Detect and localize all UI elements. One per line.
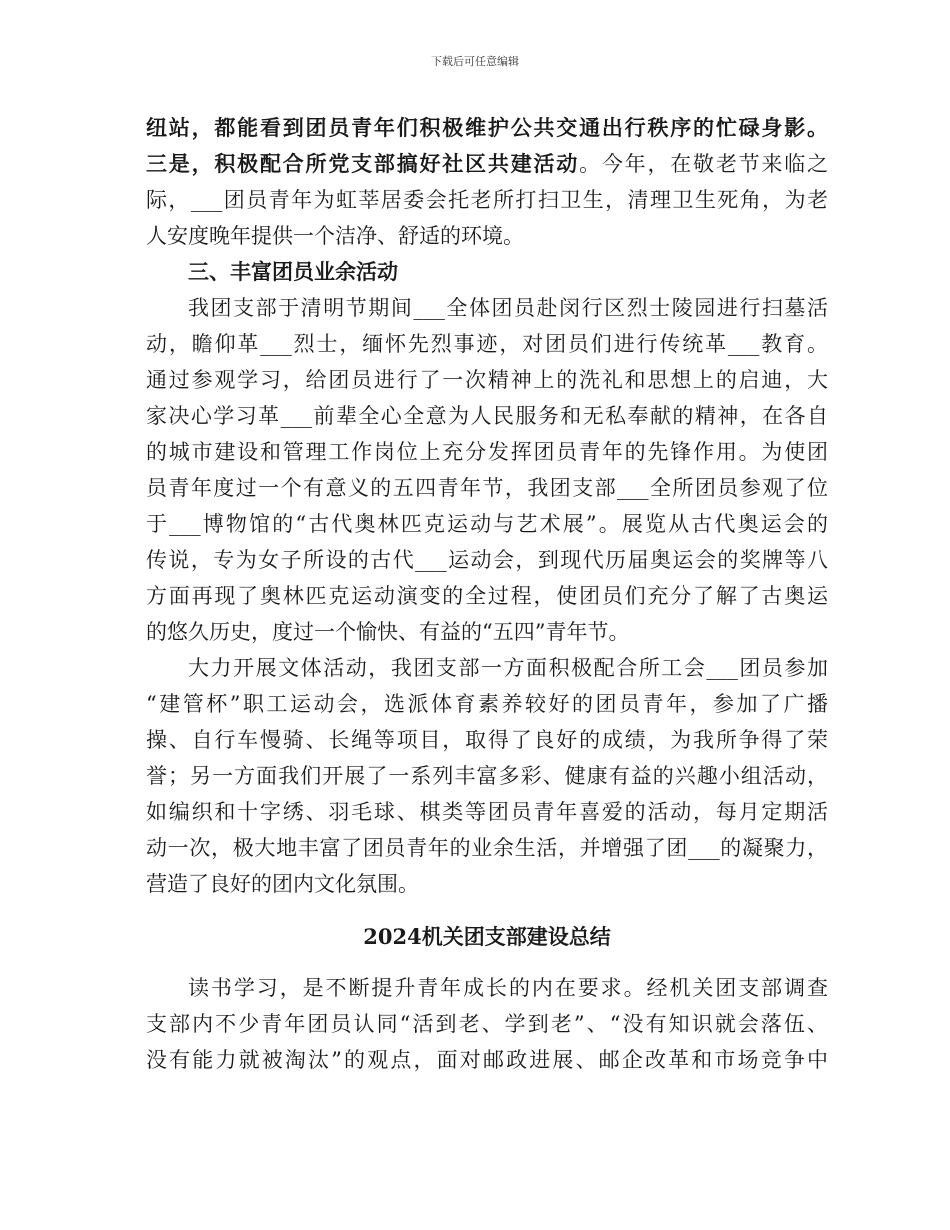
body-line: 动，瞻仰革___烈士，缅怀先烈事迹，对团员们进行传统革___教育。 — [146, 332, 828, 356]
body-line: 纽站，都能看到团员青年们积极维护公共交通出行秩序的忙碌身影。 — [146, 115, 828, 140]
body-line: 方面再现了奥林匹克运动演变的全过程，使团员们充分了解了古奥运 — [146, 584, 828, 608]
body-line: 的悠久历史，度过一个愉快、有益的“五四”青年节。 — [146, 620, 630, 644]
body-line: 誉；另一方面我们开展了一系列丰富多彩、健康有益的兴趣小组活动， — [146, 764, 828, 788]
body-line: 没有能力就被淘汰”的观点，面对邮政进展、邮企改革和市场竞争中 — [146, 1048, 828, 1072]
body-text: 。今年，在敬老节来临之 — [579, 152, 829, 176]
body-line: 传说，专为女子所设的古代___运动会，到现代历届奥运会的奖牌等八 — [146, 548, 828, 572]
body-line: 员青年度过一个有意义的五四青年节，我团支部___全所团员参观了位 — [146, 476, 828, 500]
body-line: 读书学习，是不断提升青年成长的内在要求。经机关团支部调查 — [188, 976, 828, 1000]
body-line: 家决心学习革___前辈全心全意为人民服务和无私奉献的精神，在各自 — [146, 404, 828, 428]
document-body — [146, 110, 828, 1078]
paragraph-1 — [146, 290, 828, 650]
body-line: 通过参观学习，给团员进行了一次精神上的洗礼和思想上的启迪，大 — [146, 368, 828, 392]
body-line: 大力开展文体活动，我团支部一方面积极配合所工会___团员参加 — [188, 656, 828, 680]
body-line: 的城市建设和管理工作岗位上充分发挥团员青年的先锋作用。为使团 — [146, 440, 828, 464]
page-header: 下载后可任意编辑 — [431, 55, 519, 68]
paragraph-2 — [146, 650, 828, 902]
body-line: 营造了良好的团内文化氛围。 — [146, 872, 419, 896]
body-line: 我团支部于清明节期间___全体团员赴闵行区烈士陵园进行扫墓活 — [188, 296, 828, 320]
body-line: 动一次，极大地丰富了团员青年的业余生活，并增强了团___的凝聚力， — [146, 836, 828, 860]
bold-lead-text: 三是，积极配合所党支部搞好社区共建活动 — [146, 151, 580, 176]
paragraph-3 — [146, 970, 828, 1078]
document-title: 2024机关团支部建设总结 — [363, 924, 611, 949]
body-line: 人安度晚年提供一个洁净、舒适的环境。 — [146, 224, 524, 248]
body-line — [146, 146, 828, 182]
body-line: 支部内不少青年团员认同“活到老、学到老”、“没有知识就会落伍、 — [146, 1012, 828, 1036]
body-line: 于___博物馆的“古代奥林匹克运动与艺术展”。展览从古代奥运会的 — [146, 512, 828, 536]
body-line: 如编织和十字绣、羽毛球、棋类等团员青年喜爱的活动，每月定期活 — [146, 800, 828, 824]
body-line: “建管杯”职工运动会，选派体育素养较好的团员青年，参加了广播 — [146, 692, 828, 716]
body-line: 际，___团员青年为虹莘居委会托老所打扫卫生，清理卫生死角，为老 — [146, 188, 828, 212]
body-line: 操、自行车慢骑、长绳等项目，取得了良好的成绩，为我所争得了荣 — [146, 728, 828, 752]
section-heading: 三、丰富团员业余活动 — [188, 259, 398, 284]
